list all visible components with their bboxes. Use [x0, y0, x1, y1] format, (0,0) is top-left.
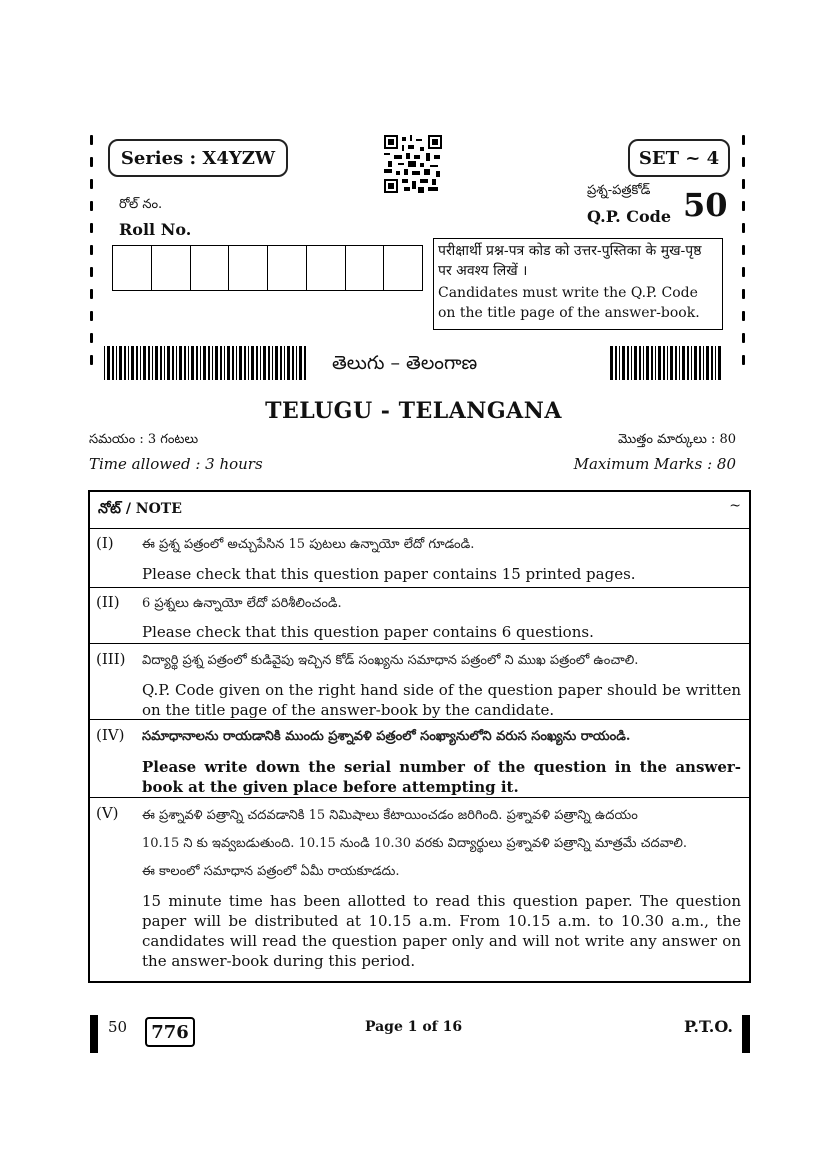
- series-label: Series : X4YZW: [108, 139, 288, 177]
- roll-digit-box[interactable]: [384, 246, 422, 290]
- edge-mark: [742, 201, 745, 211]
- edge-mark: [90, 157, 93, 167]
- note-item-4: [90, 719, 749, 798]
- item-text-telugu: విద్యార్థి ప్రశ్న పత్రంలో కుడివైపు ఇచ్చిన కోడ్ సంఖ్యను సమాధాన పత్రంలో ని ముఖ పత్రంలో ఉంచాలి.: [142, 653, 639, 668]
- note-heading-mark: ~: [729, 498, 741, 514]
- roll-digit-box[interactable]: [191, 246, 230, 290]
- edge-mark: [742, 355, 745, 365]
- qp-code-label: Q.P. Code: [587, 207, 672, 226]
- item-text-telugu: సమాధానాలను రాయడానికి ముందు ప్రశ్నావళి పత్రంలో సంఖ్యానులోని వరుస సంఖ్యను రాయండి.: [142, 729, 631, 744]
- qp-code-label-telugu: ప్రశ్న-పత్రకోడ్: [587, 183, 651, 198]
- footer-bar-right: [742, 1015, 750, 1053]
- note-item-5: [90, 797, 749, 984]
- barcode-left: [104, 346, 308, 380]
- footer-code-box: 776: [145, 1017, 195, 1047]
- item-text-telugu: ఈ ప్రశ్న పత్రంలో అచ్చుపేసిన 15 పుటలు ఉన్నాయో లేదో గూడండి.: [142, 537, 475, 552]
- subject-telugu: తెలుగు – తెలంగాణ: [332, 352, 478, 374]
- edge-mark: [742, 333, 745, 343]
- edge-mark: [742, 223, 745, 233]
- barcode-right: [610, 346, 722, 380]
- item-text-english: Please check that this question paper contains 6 questions.: [142, 623, 594, 641]
- max-marks: Maximum Marks : 80: [573, 455, 736, 473]
- edge-mark: [742, 267, 745, 277]
- item-text-telugu: 6 ప్రశ్నలు ఉన్నాయో లేదో పరిశీలించండి.: [142, 596, 342, 611]
- note-item-1: [90, 529, 749, 587]
- roll-label-telugu: రోల్ నం.: [119, 197, 163, 212]
- qp-code-value: 50: [683, 186, 728, 224]
- edge-mark: [742, 179, 745, 189]
- item-number: (III): [96, 650, 126, 668]
- time-allowed: Time allowed : 3 hours: [89, 455, 263, 473]
- edge-mark: [90, 179, 93, 189]
- note-heading: నోట్ / NOTE: [98, 501, 182, 517]
- edge-mark: [90, 135, 93, 145]
- edge-mark: [90, 223, 93, 233]
- time-allowed-telugu: సమయం : 3 గంటలు: [89, 432, 199, 447]
- note-item-3: [90, 643, 749, 720]
- roll-digit-box[interactable]: [152, 246, 191, 290]
- item-text-telugu-line-1: ఈ ప్రశ్నావళి పత్రాన్ని చదవడానికి 15 నిమిషాలు కేటాయించడం జరిగింది. ప్రశ్నావళి పత్రాన్ని ఉదయం: [142, 808, 638, 823]
- edge-mark: [742, 135, 745, 145]
- instructions-box: [88, 490, 751, 983]
- item-number: (V): [96, 804, 119, 822]
- note-item-2: [90, 587, 749, 644]
- roll-digit-box[interactable]: [307, 246, 346, 290]
- qr-code-icon: [384, 135, 442, 193]
- edge-mark: [90, 245, 93, 255]
- page-title: TELUGU - TELANGANA: [265, 398, 562, 424]
- page-number: Page 1 of 16: [364, 1019, 463, 1035]
- roll-number-boxes[interactable]: [112, 245, 423, 291]
- item-text-english: 15 minute time has been allotted to read this question paper. The question paper will be distributed at 10.15 a.m. From 10.15 a.m. to 10.30 a.m., the candidates will read the question paper only and will not write any answer on the answer-book during this period.: [142, 892, 741, 970]
- roll-digit-box[interactable]: [346, 246, 385, 290]
- qp-code-notice: [433, 238, 723, 330]
- footer-qp-number: 50: [108, 1018, 128, 1036]
- edge-mark: [90, 201, 93, 211]
- roll-digit-box[interactable]: [229, 246, 268, 290]
- notice-hindi: परीक्षार्थी प्रश्न-पत्र कोड को उत्तर-पुस्तिका के मुख-पृष्ठ पर अवश्य लिखें ।: [438, 243, 702, 279]
- edge-mark: [742, 245, 745, 255]
- edge-mark: [90, 289, 93, 299]
- roll-label: Roll No.: [119, 220, 192, 239]
- edge-mark: [90, 355, 93, 365]
- edge-mark: [90, 333, 93, 343]
- item-text-telugu-line-3: ఈ కాలంలో సమాధాన పత్రంలో ఏమీ రాయకూడదు.: [142, 864, 400, 879]
- item-text-english: Please check that this question paper contains 15 printed pages.: [142, 565, 636, 583]
- item-text-english: Please write down the serial number of the question in the answer-book at the given place before attempting it.: [142, 758, 741, 796]
- edge-mark: [742, 157, 745, 167]
- item-number: (IV): [96, 726, 125, 744]
- item-text-english: Q.P. Code given on the right hand side of the question paper should be written on the title page of the answer-book by the candidate.: [142, 681, 741, 719]
- pto-label: P.T.O.: [684, 1017, 733, 1036]
- max-marks-telugu: మొత్తం మార్కులు : 80: [617, 432, 736, 447]
- edge-mark: [90, 311, 93, 321]
- item-text-telugu-line-2: 10.15 ని కు ఇవ్వబడుతుంది. 10.15 నుండి 10.30 వరకు విద్యార్థులు ప్రశ్నావళి పత్రాన్ని మాత్రమే చదవాలి.: [142, 836, 687, 851]
- item-number: (II): [96, 593, 120, 611]
- roll-digit-box[interactable]: [113, 246, 152, 290]
- set-label: SET ~ 4: [628, 139, 730, 177]
- edge-mark: [742, 289, 745, 299]
- note-header: [90, 492, 749, 529]
- edge-mark: [742, 311, 745, 321]
- roll-digit-box[interactable]: [268, 246, 307, 290]
- edge-mark: [90, 267, 93, 277]
- notice-english: Candidates must write the Q.P. Code on the title page of the answer-book.: [438, 285, 700, 321]
- item-number: (I): [96, 534, 114, 552]
